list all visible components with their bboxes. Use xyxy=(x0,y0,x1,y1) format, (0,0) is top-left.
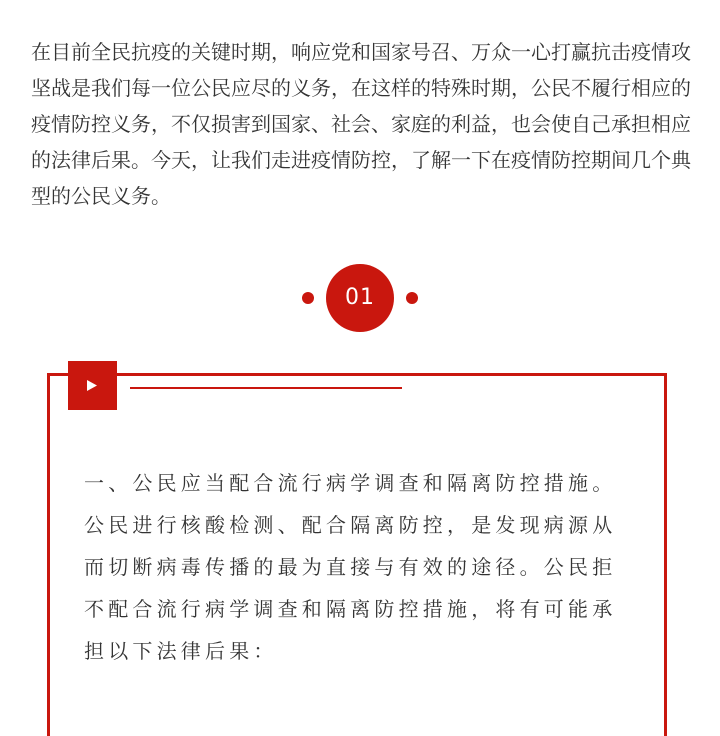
section-body-text: 一、公民应当配合流行病学调查和隔离防控措施。公民进行核酸检测、配合隔离防控，是发现病源从而切断病毒传播的最为直接与有效的途径。公民拒不配合流行病学调查和隔离防控措施，将有可能承担以下法律后果： xyxy=(84,471,617,663)
play-icon xyxy=(68,361,117,410)
section-number-marker xyxy=(0,264,720,332)
section-number-badge: 01 xyxy=(326,264,394,332)
right-dot-decoration xyxy=(406,292,418,304)
section-title-divider xyxy=(130,387,402,389)
left-dot-decoration xyxy=(302,292,314,304)
intro-paragraph: 在目前全民抗疫的关键时期，响应党和国家号召、万众一心打赢抗击疫情攻坚战是我们每一位公民应尽的义务，在这样的特殊时期，公民不履行相应的疫情防控义务，不仅损害到国家、社会、家庭的利益，也会使自己承担相应的法律后果。今天，让我们走进疫情防控，了解一下在疫情防控期间几个典型的公民义务。 xyxy=(31,40,691,208)
